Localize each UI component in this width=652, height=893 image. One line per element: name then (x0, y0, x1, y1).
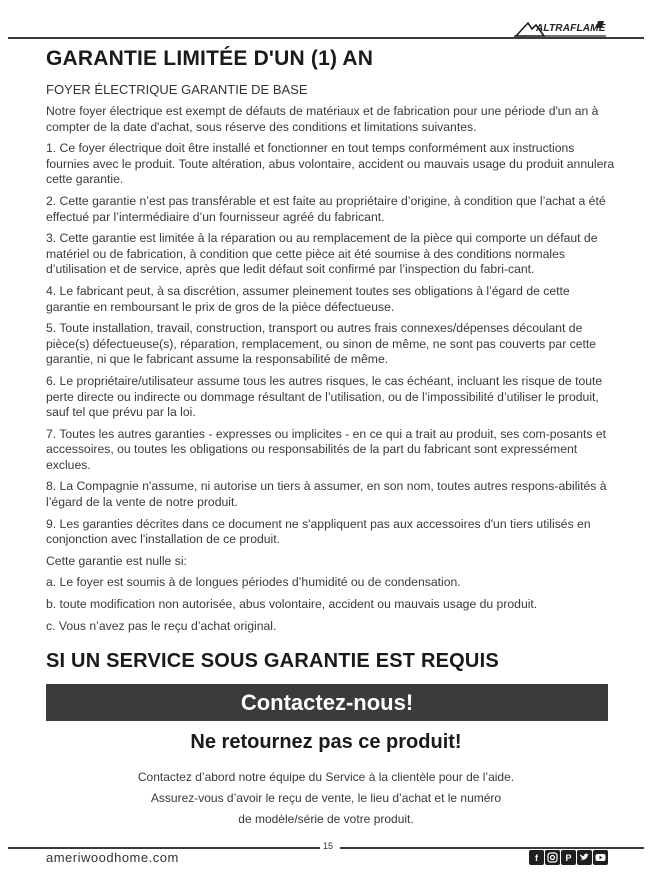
clause-2: 2. Cette garantie n’est pas transférable et est faite au propriétaire d’origine, à condition que l’achat a été effectué par l’intermédiaire d’un fournisseur agréé du fabricant. (46, 193, 606, 224)
brand-logo (514, 19, 606, 37)
footer-rule-left (8, 847, 320, 849)
clause-5: 5. Toute installation, travail, construction, transport ou autres frais connexes/dépenses découlant de pièce(s) défectueuse(s), réparation, remplacement, ou sinon de même, ne sont pas couverts par cette garantie, ni que le fabricant assume la responsabilité de même. (46, 321, 597, 367)
social-icons (529, 850, 608, 865)
clause-7: 7. Toutes les autres garanties - expresses ou implicites - en ce qui a trait au produit, ses com-posants et accessoires, ou toutes les obligations ou responsabilités de la part du fabricant sont expressément exclues. (46, 426, 606, 472)
header-rule (8, 37, 644, 39)
contact-line-3: de modèle/série de votre produit. (238, 812, 414, 826)
youtube-icon[interactable] (593, 850, 608, 865)
contact-line-2: Assurez-vous d’avoir le reçu de vente, le lieu d’achat et le numéro (150, 791, 502, 805)
logo-text: ALTRAFLAME (536, 23, 606, 34)
null-condition-b: b. toute modification non autorisée, abus volontaire, accident ou mauvais usage du produit. (46, 597, 538, 612)
service-heading: SI UN SERVICE SOUS GARANTIE EST REQUIS (46, 650, 499, 672)
null-condition-a: a. Le foyer est soumis à de longues périodes d’humidité ou de condensation. (46, 575, 461, 590)
website-link[interactable]: ameriwoodhome.com (46, 850, 179, 865)
pinterest-icon[interactable]: P (561, 850, 576, 865)
clause-8: 8. La Compagnie n'assume, ni autorise un tiers à assumer, en son nom, toutes autres respons-abilités à l’égard de la vente de notre produit. (46, 479, 607, 510)
null-condition-c: c. Vous n’avez pas le reçu d’achat original. (46, 618, 277, 633)
clause-3: 3. Cette garantie est limitée à la réparation ou au remplacement de la pièce qui comporte un défaut de matériel ou de fabrication, à condition que cette pièce ait été soumise à des conditions normales d’utilisation et de service, après que ledit défaut soit confirmé par l’inspection du fabri-cant. (46, 231, 598, 277)
twitter-icon[interactable] (577, 850, 592, 865)
intro-paragraph: Notre foyer électrique est exempt de défauts de matériaux et de fabrication pour une période d'un an à compter de la date d'achat, sous réserve des conditions et limitations suivantes. (46, 104, 599, 134)
clause-4: 4. Le fabricant peut, à sa discrétion, assumer pleinement toutes ses obligations à l’égard de cette garantie en remboursant le prix de gros de la pièce défectueuse. (46, 283, 570, 314)
clause-9: 9. Les garanties décrites dans ce document ne s'appliquent pas aux accessoires d'un tiers utilisés en conjonction avec l'installation de ce produit. (46, 516, 591, 547)
clause-1: 1. Ce foyer électrique doit être installé et fonctionner en tout temps conformément aux instructions fournies avec le produit. Toute altération, abus volontaire, accident ou mauvais usage du produit annulera cette garantie. (46, 141, 615, 187)
facebook-icon[interactable]: f (529, 850, 544, 865)
contact-line-1: Contactez d’abord notre équipe du Service à la clientèle pour de l’aide. (137, 770, 515, 784)
page-title: GARANTIE LIMITÉE D'UN (1) AN (46, 47, 374, 70)
contact-instructions (0, 767, 652, 830)
footer-rule-right (340, 847, 644, 849)
instagram-icon[interactable] (545, 850, 560, 865)
null-intro: Cette garantie est nulle si: (46, 553, 187, 568)
subtitle: FOYER ÉLECTRIQUE GARANTIE DE BASE (46, 82, 308, 97)
page-number: 15 (322, 841, 333, 851)
contact-banner: Contactez-nous! (46, 684, 608, 721)
clause-6: 6. Le propriétaire/utilisateur assume tous les autres risques, le cas échéant, incluant les risque de toute perte directe ou indirecte ou dommage résultant de l’utilisation, ou de l’impossibilité d’utiliser le produit, sauf tel que prévu par la loi. (46, 373, 603, 420)
no-return-heading: Ne retournez pas ce produit! (190, 731, 462, 753)
warranty-content (46, 46, 616, 634)
